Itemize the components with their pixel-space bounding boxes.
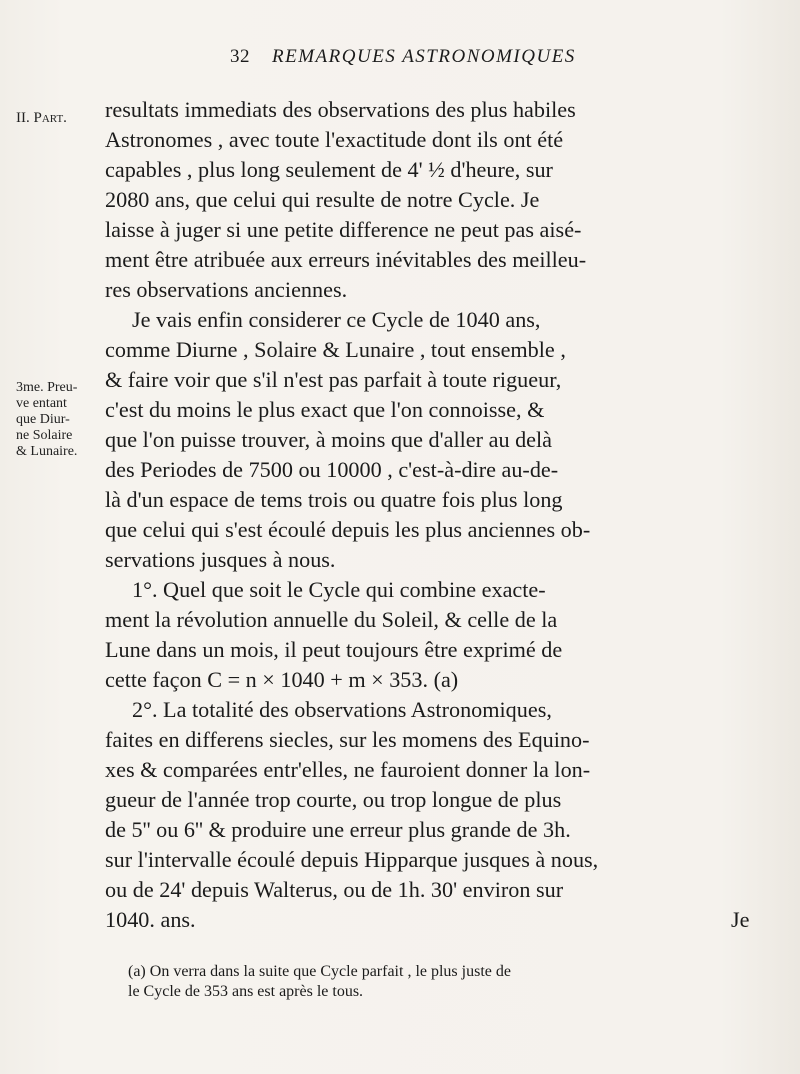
text-line: servations jusques à nous.: [105, 547, 336, 572]
text-line: ment la révolution annuelle du Soleil, & celle de la: [105, 607, 558, 632]
margin-note-line: ne Solaire: [16, 428, 73, 443]
text-line: 2°. La totalité des observations Astronomiques,: [132, 697, 552, 722]
text-line: comme Diurne , Solaire & Lunaire , tout ensemble ,: [105, 337, 566, 362]
text-line: sur l'intervalle écoulé depuis Hipparque jusques à nous,: [105, 847, 599, 872]
text-line: de 5'' ou 6'' & produire une erreur plus grande de 3h.: [105, 817, 571, 842]
footnote-line: le Cycle de 353 ans est après le tous.: [128, 983, 364, 1000]
page-header: [230, 44, 750, 72]
text-line: là d'un espace de tems trois ou quatre fois plus long: [105, 487, 563, 512]
text-line: Je vais enfin considerer ce Cycle de 1040 ans,: [132, 307, 541, 332]
text-line: Lune dans un mois, il peut toujours être exprimé de: [105, 637, 563, 662]
footnote-line: (a) On verra dans la suite que Cycle parfait , le plus juste de: [128, 963, 511, 980]
margin-note-part: II. Part.: [16, 110, 67, 126]
running-title: REMARQUES ASTRONOMIQUES: [272, 46, 576, 67]
text-line: & faire voir que s'il n'est pas parfait à toute rigueur,: [105, 367, 562, 392]
text-line: laisse à juger si une petite difference ne peut pas aisé-: [105, 217, 582, 242]
text-line: 1°. Quel que soit le Cycle qui combine exacte-: [132, 577, 546, 602]
text-line: 1040. ans.: [105, 907, 196, 932]
page-number: 32: [230, 46, 250, 67]
text-line: ment être atribuée aux erreurs inévitables des meilleu-: [105, 247, 587, 272]
text-line: Astronomes , avec toute l'exactitude dont ils ont été: [105, 127, 564, 152]
margin-note-line: ve entant: [16, 396, 67, 411]
text-line: 2080 ans, que celui qui resulte de notre Cycle. Je: [105, 187, 540, 212]
text-line: resultats immediats des observations des plus habiles: [105, 97, 576, 122]
margin-note-line: 3me. Preu-: [16, 380, 78, 395]
catchword: Je: [731, 907, 750, 932]
text-line: que l'on puisse trouver, à moins que d'aller au delà: [105, 427, 553, 452]
text-line: xes & comparées entr'elles, ne fauroient donner la lon-: [105, 757, 591, 782]
text-line: des Periodes de 7500 ou 10000 , c'est-à-dire au-de-: [105, 457, 559, 482]
text-line: faites en differens siecles, sur les momens des Equino-: [105, 727, 590, 752]
text-line: capables , plus long seulement de 4' ½ d'heure, sur: [105, 157, 553, 182]
text-line: gueur de l'année trop courte, ou trop longue de plus: [105, 787, 562, 812]
text-line: res observations anciennes.: [105, 277, 348, 302]
text-line: que celui qui s'est écoulé depuis les plus anciennes ob-: [105, 517, 591, 542]
margin-note-line: & Lunaire.: [16, 444, 78, 459]
text-line: c'est du moins le plus exact que l'on connoisse, &: [105, 397, 545, 422]
margin-note-section: [16, 380, 102, 460]
formula-line: cette façon C = n × 1040 + m × 353. (a): [105, 667, 459, 692]
text-line: ou de 24' depuis Walterus, ou de 1h. 30' environ sur: [105, 877, 564, 902]
margin-note-line: que Diur-: [16, 412, 70, 427]
